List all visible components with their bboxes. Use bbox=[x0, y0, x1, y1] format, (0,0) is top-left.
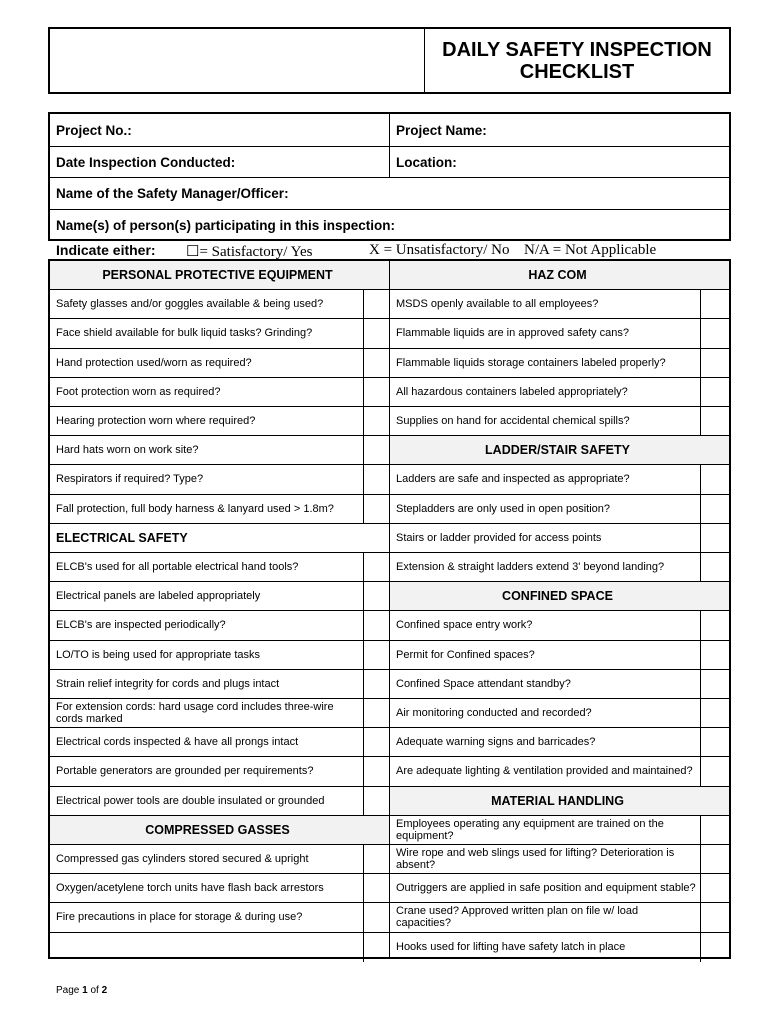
location-field[interactable]: Location: bbox=[396, 154, 457, 170]
checklist-question: Outriggers are applied in safe position and equipment stable? bbox=[396, 882, 696, 895]
checklist-question: LO/TO is being used for appropriate tasks bbox=[56, 648, 261, 661]
info-row-date bbox=[50, 147, 729, 178]
legend-label: Indicate either: bbox=[56, 242, 156, 258]
checklist-item bbox=[50, 553, 389, 582]
answer-box[interactable] bbox=[363, 319, 389, 347]
section-title: COMPRESSED GASSES bbox=[145, 822, 290, 837]
answer-box[interactable] bbox=[363, 845, 389, 873]
answer-box[interactable] bbox=[700, 903, 729, 931]
answer-box[interactable] bbox=[363, 553, 389, 581]
checklist-item bbox=[50, 757, 389, 786]
checklist-item bbox=[50, 319, 389, 348]
checklist-item bbox=[50, 933, 389, 962]
answer-box[interactable] bbox=[700, 407, 729, 435]
answer-box[interactable] bbox=[700, 641, 729, 669]
answer-box[interactable] bbox=[363, 378, 389, 406]
checklist-item bbox=[50, 845, 389, 874]
section-title: ELECTRICAL SAFETY bbox=[56, 530, 188, 545]
checklist-item bbox=[50, 495, 389, 524]
checklist-item bbox=[390, 495, 729, 524]
checklist-item bbox=[50, 582, 389, 611]
checklist-question: Hooks used for lifting have safety latch in place bbox=[396, 941, 626, 954]
checklist-question: Strain relief integrity for cords and plugs intact bbox=[56, 677, 280, 690]
answer-box[interactable] bbox=[363, 670, 389, 698]
checklist-question: Fire precautions in place for storage & during use? bbox=[56, 911, 303, 924]
footer-total-pages: 2 bbox=[101, 985, 108, 996]
project-no-field[interactable]: Project No.: bbox=[56, 122, 132, 138]
section-header-personal-protective-equipment bbox=[50, 261, 389, 290]
section-title: MATERIAL HANDLING bbox=[491, 793, 624, 808]
checklist-question: ELCB's are inspected periodically? bbox=[56, 619, 226, 632]
checklist-item bbox=[50, 903, 389, 932]
checklist-item bbox=[390, 407, 729, 436]
section-title: LADDER/STAIR SAFETY bbox=[485, 443, 630, 458]
checklist-item bbox=[50, 699, 389, 728]
section-header-material-handling bbox=[390, 787, 729, 816]
legend bbox=[56, 241, 736, 259]
footer-prefix: Page bbox=[56, 985, 83, 996]
footer-current-page: 1 bbox=[82, 985, 88, 996]
checklist-question: Confined Space attendant standby? bbox=[396, 677, 571, 690]
answer-box[interactable] bbox=[700, 816, 729, 844]
project-info-box bbox=[48, 112, 731, 241]
checklist-item bbox=[390, 641, 729, 670]
checklist-question: Supplies on hand for accidental chemical spills? bbox=[396, 415, 630, 428]
checklist-item bbox=[50, 349, 389, 378]
answer-box[interactable] bbox=[363, 641, 389, 669]
checklist-question: Adequate warning signs and barricades? bbox=[396, 736, 596, 749]
section-header-compressed-gasses bbox=[50, 816, 389, 845]
answer-box[interactable] bbox=[363, 407, 389, 435]
document-title: DAILY SAFETY INSPECTION CHECKLIST bbox=[442, 38, 712, 83]
title-box bbox=[48, 27, 731, 94]
answer-box[interactable] bbox=[363, 874, 389, 902]
checklist-item bbox=[50, 728, 389, 757]
answer-box[interactable] bbox=[700, 933, 729, 962]
checklist-question: Stepladders are only used in open position? bbox=[396, 502, 611, 515]
project-name-field[interactable]: Project Name: bbox=[396, 122, 487, 138]
checklist-question: Flammable liquids storage containers labeled properly? bbox=[396, 356, 666, 369]
checklist-item bbox=[390, 524, 729, 553]
answer-box[interactable] bbox=[363, 495, 389, 523]
answer-box[interactable] bbox=[363, 699, 389, 727]
answer-box[interactable] bbox=[700, 319, 729, 347]
section-header-electrical-safety bbox=[50, 524, 389, 553]
checklist-item bbox=[390, 290, 729, 319]
checklist-question: Stairs or ladder provided for access points bbox=[396, 531, 602, 544]
answer-box[interactable] bbox=[363, 787, 389, 815]
checklist-item bbox=[50, 378, 389, 407]
checklist-question: Employees operating any equipment are trained on the equipment? bbox=[396, 817, 664, 842]
answer-box[interactable] bbox=[700, 699, 729, 727]
section-header-confined-space bbox=[390, 582, 729, 611]
answer-box[interactable] bbox=[363, 903, 389, 931]
checklist-question: Flammable liquids are in approved safety cans? bbox=[396, 327, 629, 340]
checklist-question: Electrical power tools are double insulated or grounded bbox=[56, 794, 325, 807]
checklist-question: Extension & straight ladders extend 3' beyond landing? bbox=[396, 561, 665, 574]
answer-box[interactable] bbox=[700, 874, 729, 902]
page-footer bbox=[56, 985, 107, 996]
checklist-question: Respirators if required? Type? bbox=[56, 473, 204, 486]
section-header-haz-com bbox=[390, 261, 729, 290]
checklist-item bbox=[50, 611, 389, 640]
checklist-question: All hazardous containers labeled appropriately? bbox=[396, 385, 628, 398]
answer-box[interactable] bbox=[363, 436, 389, 464]
checklist-question: Foot protection worn as required? bbox=[56, 385, 221, 398]
answer-box[interactable] bbox=[700, 757, 729, 785]
answer-box[interactable] bbox=[363, 933, 389, 962]
date-field[interactable]: Date Inspection Conducted: bbox=[56, 154, 236, 170]
checklist-item bbox=[390, 670, 729, 699]
checklist-item bbox=[390, 728, 729, 757]
participants-field[interactable]: Name(s) of person(s) participating in this inspection: bbox=[56, 218, 396, 233]
answer-box[interactable] bbox=[363, 611, 389, 639]
answer-box[interactable] bbox=[700, 290, 729, 318]
checklist-question: Hearing protection worn where required? bbox=[56, 415, 256, 428]
checklist-question: For extension cords: hard usage cord includes three-wire cords marked bbox=[56, 701, 334, 726]
checklist-item bbox=[390, 933, 729, 962]
footer-of: of bbox=[87, 985, 102, 996]
checklist-question: Crane used? Approved written plan on file w/ load capacities? bbox=[396, 905, 639, 930]
checklist-question: Safety glasses and/or goggles available & being used? bbox=[56, 298, 324, 311]
checklist-question: Permit for Confined spaces? bbox=[396, 648, 535, 661]
answer-box[interactable] bbox=[700, 845, 729, 873]
checklist-question: Compressed gas cylinders stored secured & upright bbox=[56, 853, 309, 866]
answer-box[interactable] bbox=[363, 582, 389, 610]
section-title: CONFINED SPACE bbox=[502, 589, 613, 604]
checklist-question: ELCB's used for all portable electrical hand tools? bbox=[56, 561, 299, 574]
answer-box[interactable] bbox=[700, 524, 729, 552]
legend-not-applicable: N/A = Not Applicable bbox=[524, 242, 657, 258]
checklist-question: Hand protection used/worn as required? bbox=[56, 356, 252, 369]
checklist-question: Are adequate lighting & ventilation provided and maintained? bbox=[396, 765, 693, 778]
checklist-item bbox=[50, 436, 389, 465]
checklist-item bbox=[390, 319, 729, 348]
answer-box[interactable] bbox=[700, 495, 729, 523]
answer-box[interactable] bbox=[700, 670, 729, 698]
checklist-question: Ladders are safe and inspected as appropriate? bbox=[396, 473, 630, 486]
checklist-question: Oxygen/acetylene torch units have flash back arrestors bbox=[56, 882, 324, 895]
legend-unsatisfactory: X = Unsatisfactory/ No bbox=[369, 242, 510, 258]
checklist-item bbox=[390, 378, 729, 407]
info-row-manager bbox=[50, 178, 729, 210]
section-header-ladder-stair-safety bbox=[390, 436, 729, 465]
answer-box[interactable] bbox=[363, 349, 389, 377]
checklist-item bbox=[50, 874, 389, 903]
answer-box[interactable] bbox=[363, 757, 389, 785]
checklist-question: Wire rope and web slings used for lifting? Deterioration is absent? bbox=[396, 847, 675, 872]
checklist-item bbox=[50, 641, 389, 670]
section-title: HAZ COM bbox=[528, 268, 587, 283]
checklist-question: MSDS openly available to all employees? bbox=[396, 298, 599, 311]
checklist-item bbox=[390, 465, 729, 494]
checklist-item bbox=[390, 845, 729, 874]
checklist-item bbox=[50, 670, 389, 699]
safety-manager-field[interactable]: Name of the Safety Manager/Officer: bbox=[56, 186, 289, 201]
checklist-item bbox=[50, 407, 389, 436]
checklist-item bbox=[390, 903, 729, 932]
answer-box[interactable] bbox=[363, 290, 389, 318]
answer-box[interactable] bbox=[700, 728, 729, 756]
checklist-item bbox=[390, 699, 729, 728]
checklist-question: Confined space entry work? bbox=[396, 619, 533, 632]
checklist-question: Electrical cords inspected & have all prongs intact bbox=[56, 736, 299, 749]
answer-box[interactable] bbox=[700, 349, 729, 377]
checklist-item bbox=[50, 290, 389, 319]
info-row-participants bbox=[50, 210, 729, 241]
legend-satisfactory: ☐= Satisfactory/ Yes bbox=[186, 244, 313, 260]
checklist-item bbox=[390, 757, 729, 786]
checklist-question: Electrical panels are labeled appropriately bbox=[56, 590, 261, 603]
checklist-item bbox=[390, 874, 729, 903]
checklist-table bbox=[48, 259, 731, 959]
answer-box[interactable] bbox=[363, 728, 389, 756]
checklist-item bbox=[390, 349, 729, 378]
checklist-item bbox=[50, 465, 389, 494]
checklist-question bbox=[50, 933, 363, 962]
answer-box[interactable] bbox=[700, 553, 729, 581]
checklist-item bbox=[390, 816, 729, 845]
answer-box[interactable] bbox=[700, 465, 729, 493]
info-row-project bbox=[50, 114, 729, 147]
checklist-question: Fall protection, full body harness & lanyard used > 1.8m? bbox=[56, 502, 334, 515]
answer-box[interactable] bbox=[700, 378, 729, 406]
answer-box[interactable] bbox=[700, 611, 729, 639]
checklist-question: Hard hats worn on work site? bbox=[56, 444, 199, 457]
checklist-question: Face shield available for bulk liquid tasks? Grinding? bbox=[56, 327, 313, 340]
section-title: PERSONAL PROTECTIVE EQUIPMENT bbox=[102, 268, 333, 283]
checklist-question: Air monitoring conducted and recorded? bbox=[396, 707, 592, 720]
checklist-item bbox=[390, 553, 729, 582]
checklist-item bbox=[390, 611, 729, 640]
checklist-question: Portable generators are grounded per requirements? bbox=[56, 765, 314, 778]
answer-box[interactable] bbox=[363, 465, 389, 493]
checklist-item bbox=[50, 787, 389, 816]
